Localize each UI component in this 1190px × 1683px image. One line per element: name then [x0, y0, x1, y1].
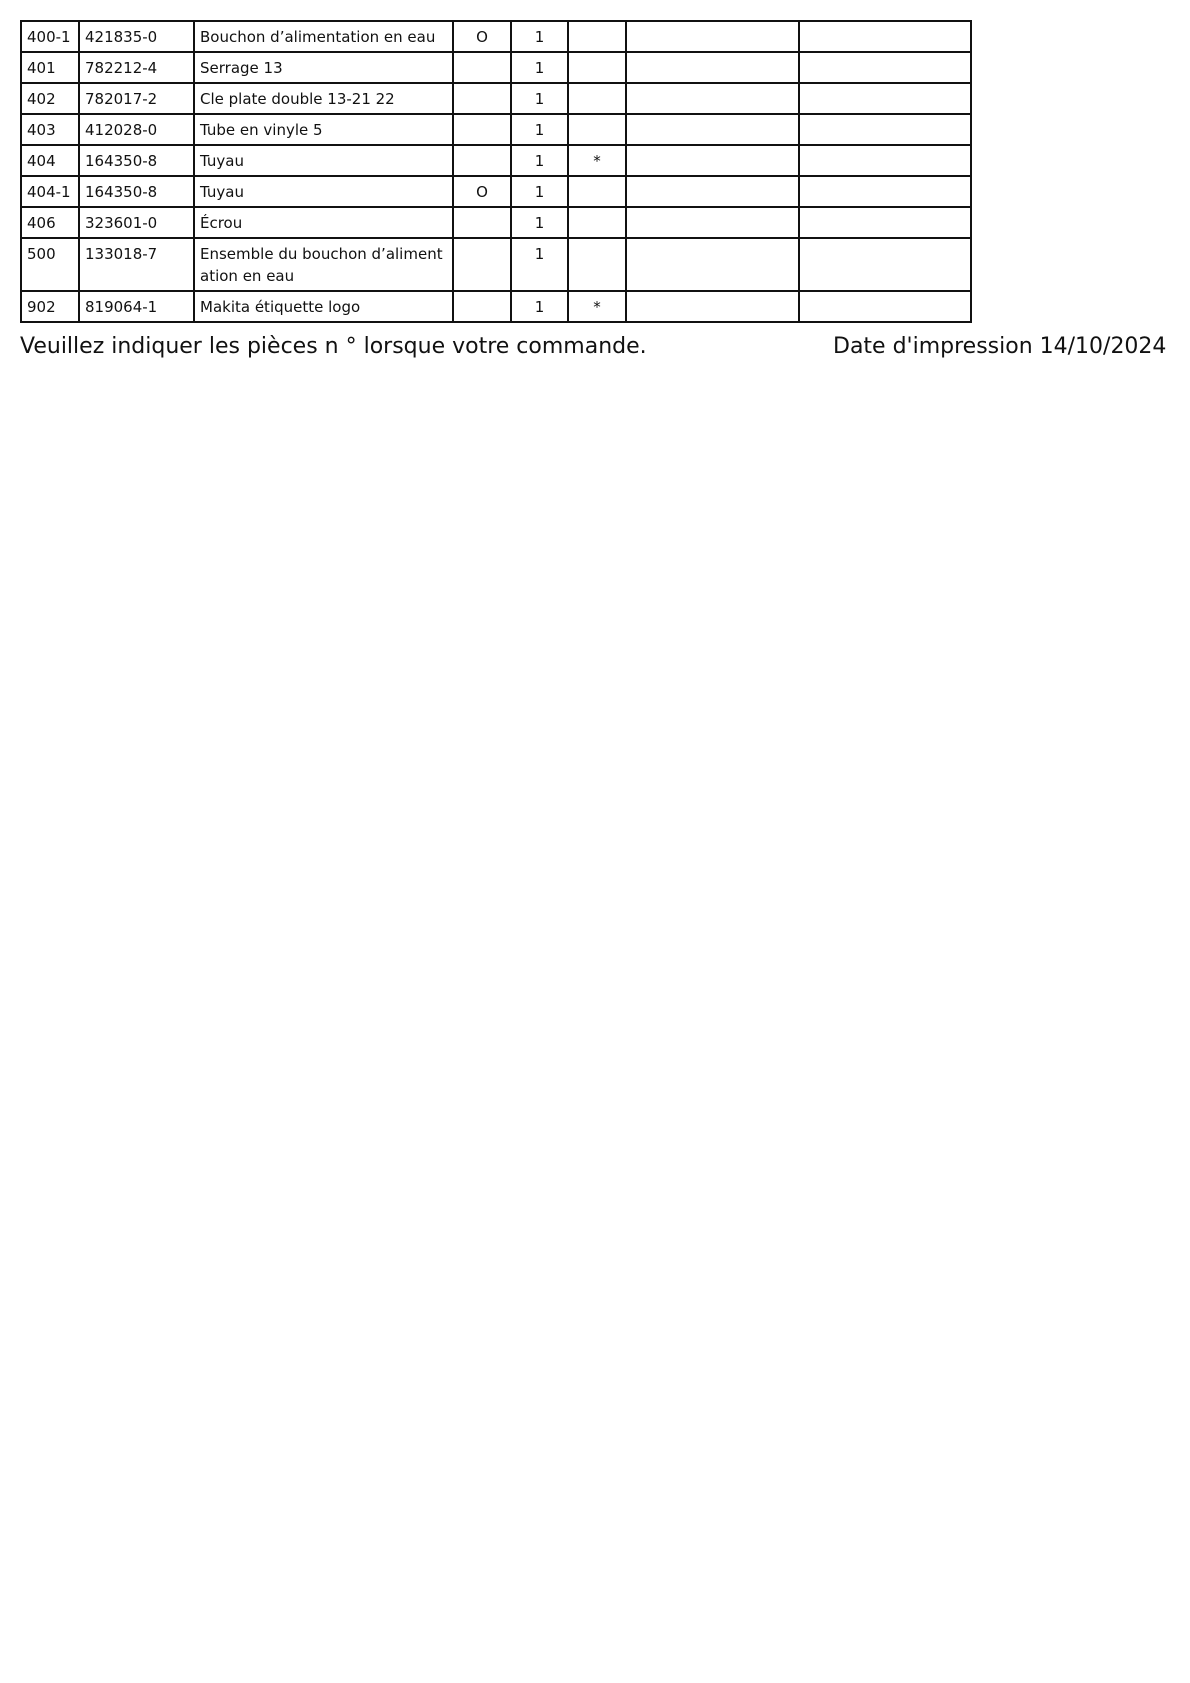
- cell-blank-2: [799, 176, 971, 207]
- cell-note-mark: *: [568, 145, 626, 176]
- parts-table-body: [21, 21, 971, 322]
- cell-part-no: 819064-1: [79, 291, 194, 322]
- cell-blank-1: [626, 207, 799, 238]
- cell-part-no: 164350-8: [79, 145, 194, 176]
- cell-blank-1: [626, 145, 799, 176]
- cell-part-no: 782017-2: [79, 83, 194, 114]
- cell-blank-1: [626, 176, 799, 207]
- cell-blank-1: [626, 21, 799, 52]
- cell-option: [453, 145, 511, 176]
- cell-blank-2: [799, 83, 971, 114]
- table-row: [21, 238, 971, 291]
- cell-quantity: 1: [511, 83, 568, 114]
- cell-description: Tube en vinyle 5: [194, 114, 453, 145]
- cell-quantity: 1: [511, 291, 568, 322]
- cell-quantity: 1: [511, 114, 568, 145]
- cell-note-mark: [568, 21, 626, 52]
- table-row: [21, 207, 971, 238]
- table-row: [21, 52, 971, 83]
- cell-option: [453, 238, 511, 291]
- cell-note-mark: *: [568, 291, 626, 322]
- cell-item-no: 406: [21, 207, 79, 238]
- cell-note-mark: [568, 83, 626, 114]
- table-row: [21, 83, 971, 114]
- cell-quantity: 1: [511, 145, 568, 176]
- parts-table: [20, 20, 972, 323]
- table-row: [21, 291, 971, 322]
- cell-option: O: [453, 21, 511, 52]
- cell-blank-2: [799, 21, 971, 52]
- cell-option: O: [453, 176, 511, 207]
- cell-description: Cle plate double 13-21 22: [194, 83, 453, 114]
- cell-item-no: 902: [21, 291, 79, 322]
- cell-part-no: 323601-0: [79, 207, 194, 238]
- cell-blank-2: [799, 114, 971, 145]
- cell-part-no: 133018-7: [79, 238, 194, 291]
- cell-quantity: 1: [511, 52, 568, 83]
- cell-quantity: 1: [511, 21, 568, 52]
- cell-blank-1: [626, 238, 799, 291]
- cell-blank-1: [626, 83, 799, 114]
- cell-description: Tuyau: [194, 176, 453, 207]
- cell-part-no: 164350-8: [79, 176, 194, 207]
- cell-note-mark: [568, 207, 626, 238]
- cell-description: Makita étiquette logo: [194, 291, 453, 322]
- table-row: [21, 21, 971, 52]
- table-row: [21, 176, 971, 207]
- cell-option: [453, 52, 511, 83]
- cell-description: Tuyau: [194, 145, 453, 176]
- cell-item-no: 404-1: [21, 176, 79, 207]
- cell-quantity: 1: [511, 207, 568, 238]
- cell-description: Serrage 13: [194, 52, 453, 83]
- cell-item-no: 404: [21, 145, 79, 176]
- cell-note-mark: [568, 176, 626, 207]
- cell-blank-1: [626, 291, 799, 322]
- cell-description: Ensemble du bouchon d’alimentation en eau: [194, 238, 453, 291]
- table-row: [21, 145, 971, 176]
- cell-blank-2: [799, 291, 971, 322]
- cell-option: [453, 207, 511, 238]
- table-row: [21, 114, 971, 145]
- cell-item-no: 401: [21, 52, 79, 83]
- print-date: Date d'impression 14/10/2024: [833, 334, 1167, 359]
- cell-quantity: 1: [511, 238, 568, 291]
- cell-blank-2: [799, 145, 971, 176]
- cell-item-no: 402: [21, 83, 79, 114]
- cell-part-no: 421835-0: [79, 21, 194, 52]
- cell-description: Écrou: [194, 207, 453, 238]
- cell-blank-2: [799, 238, 971, 291]
- cell-option: [453, 83, 511, 114]
- cell-item-no: 403: [21, 114, 79, 145]
- cell-note-mark: [568, 238, 626, 291]
- cell-description: Bouchon d’alimentation en eau: [194, 21, 453, 52]
- cell-blank-1: [626, 52, 799, 83]
- cell-part-no: 782212-4: [79, 52, 194, 83]
- cell-item-no: 400-1: [21, 21, 79, 52]
- cell-blank-2: [799, 207, 971, 238]
- cell-part-no: 412028-0: [79, 114, 194, 145]
- cell-option: [453, 114, 511, 145]
- cell-item-no: 500: [21, 238, 79, 291]
- cell-quantity: 1: [511, 176, 568, 207]
- cell-note-mark: [568, 52, 626, 83]
- order-instruction-note: Veuillez indiquer les pièces n ° lorsque votre commande.: [20, 334, 647, 359]
- cell-note-mark: [568, 114, 626, 145]
- cell-blank-2: [799, 52, 971, 83]
- cell-option: [453, 291, 511, 322]
- cell-blank-1: [626, 114, 799, 145]
